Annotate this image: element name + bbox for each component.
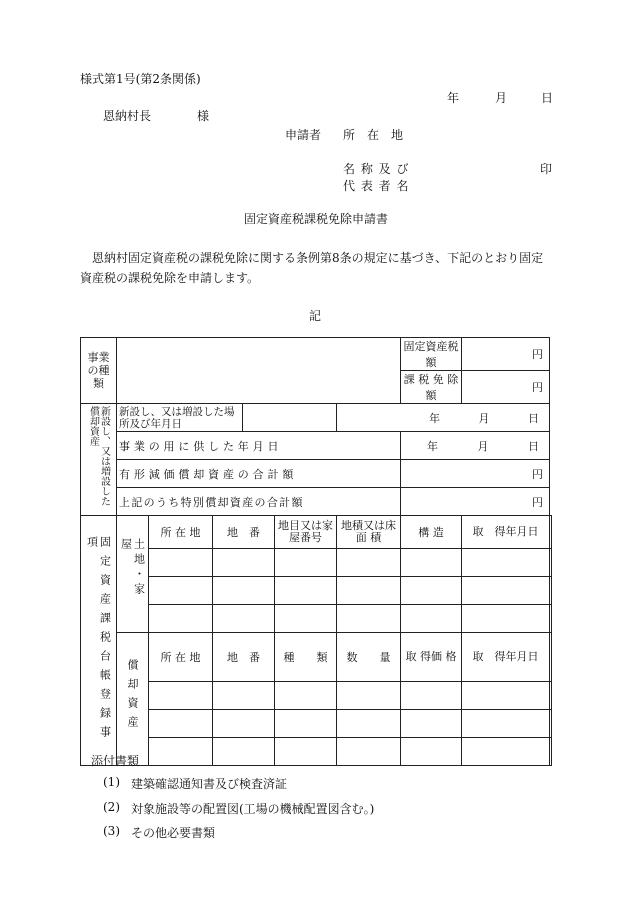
attachment-no-2: (2) [103,800,120,814]
name-label-2: 代 表 者 名 [343,179,410,193]
seal-mark: 印 [540,162,553,176]
business-type-value[interactable] [117,338,401,404]
place-date-value[interactable]: 年 月 日 [337,404,550,432]
register-label: 固定資産課税台帳登録事項 [81,516,117,766]
land-header-area: 地積又は床 面 積 [337,516,401,549]
attachment-item-2: 対象施設等の配置図(工場の機械配置図含む。) [131,802,375,816]
applicant-label: 申請者 [285,128,322,142]
land-header-price [550,516,552,549]
land-header-structure: 構 造 [401,516,462,549]
form-number: 様式第1号(第2条関係) [80,72,201,86]
depr-header-address: 所 在 地 [149,633,213,682]
name-label-1: 名 称 及 び [343,162,410,176]
address-label: 所 在 地 [343,128,404,142]
special-total-label: 上記のうち特別償却資産の合計額 [117,488,401,516]
section-new-label: 新設し、又は増設した償却資産 [81,404,117,516]
land-header-address: 所 在 地 [149,516,213,549]
depr-header-quantity: 数 量 [337,633,401,682]
land-label: 土地・家屋 [117,516,149,633]
special-total-yen[interactable]: 円 [401,488,550,516]
tangible-total-label: 有形減価償却資産の合計額 [117,460,401,488]
application-table [80,337,552,766]
depr-header-acquired: 取 得年月日 [462,633,550,682]
application-paragraph: 恩納村固定資産税の課税免除に関する条例第8条の規定に基づき、下記のとおり固定資産税の課税免除を申請します。 [80,251,544,285]
document-title: 固定資産税課税免除申請書 [244,212,389,226]
date-month: 月 [495,91,508,105]
attachments-heading: 添付書類 [91,754,140,768]
attachment-no-3: (3) [103,824,120,838]
depr-header-life [550,633,552,682]
use-date-value[interactable]: 年 月 日 [401,432,550,460]
honorific: 様 [197,109,210,123]
place-value[interactable] [243,404,337,432]
attachment-no-1: (1) [103,775,120,789]
depr-header-lot: 地 番 [213,633,275,682]
land-header-category: 地目又は家屋番号 [275,516,337,549]
place-date-label: 新設し、又は増設した場所及び年月日 [117,404,243,432]
land-header-lot: 地 番 [213,516,275,549]
table-row [81,682,552,710]
table-row [81,577,552,605]
addressee: 恩納村長 [103,109,152,123]
attachment-item-3: その他必要書類 [131,826,216,840]
table-row [81,605,552,633]
business-type-label: 事業の種類 [81,338,117,404]
land-header-acquired: 取 得年月日 [462,516,550,549]
tangible-total-yen[interactable]: 円 [401,460,550,488]
attachment-item-1: 建築確認通知書及び検査済証 [131,777,288,791]
date-year: 年 [447,91,460,105]
ki-mark: 記 [309,309,322,323]
table-row [81,738,552,766]
table-row [81,549,552,577]
depr-header-type: 種 類 [275,633,337,682]
date-day: 日 [541,91,554,105]
exempt-amount-label: 課 税 免 除 額 [401,371,462,404]
fixed-tax-yen[interactable]: 円 [462,338,550,371]
depr-label: 償却資産 [117,633,149,766]
exempt-amount-yen[interactable]: 円 [462,371,550,404]
use-date-label: 事業の用に供した年月日 [117,432,401,460]
depr-header-cost: 取 得価 格 [401,633,462,682]
fixed-tax-label: 固定資産税額 [401,338,462,371]
table-row [81,710,552,738]
